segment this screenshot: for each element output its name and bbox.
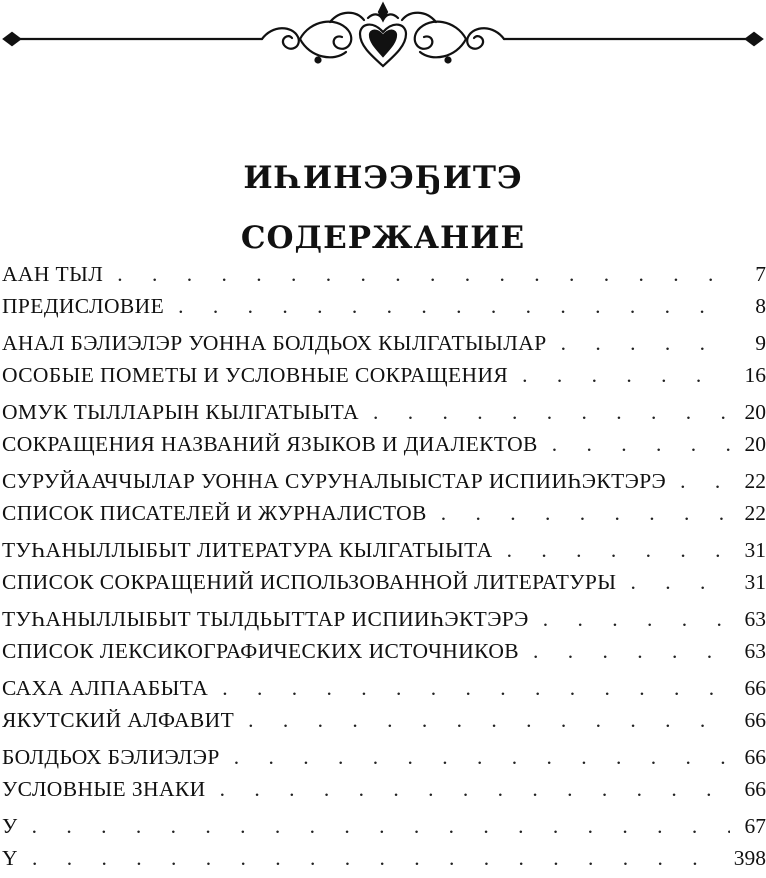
toc-entry[interactable]: [2, 676, 766, 708]
toc-entry[interactable]: [2, 331, 766, 363]
heading-block: [0, 148, 766, 268]
toc-entry[interactable]: [2, 745, 766, 777]
dot-leader: [533, 639, 730, 664]
dot-leader: [630, 570, 730, 595]
toc-entry-label: УСЛОВНЫЕ ЗНАКИ: [2, 777, 206, 801]
toc-entry[interactable]: [2, 363, 766, 395]
toc-entry[interactable]: [2, 294, 766, 326]
toc-entry[interactable]: [2, 469, 766, 501]
dot-leader: [220, 777, 730, 802]
toc-entry-label: Ү: [2, 846, 18, 870]
toc-entry-label: ТУҺАНЫЛЛЫБЫТ ТЫЛДЬЫТТАР ИСПИИҺЭКТЭРЭ: [2, 607, 529, 631]
dot-leader: [248, 708, 730, 733]
dot-leader: [178, 294, 730, 319]
toc-entry-page-number: 31: [744, 570, 766, 594]
toc-entry-label: ОМУК ТЫЛЛАРЫН КЫЛГАТЫЫТА: [2, 400, 359, 424]
toc-entry-page-number: 9: [755, 331, 766, 355]
toc-entry-page-number: 20: [744, 400, 766, 424]
toc-entry-page-number: 16: [744, 363, 766, 387]
toc-entry-page-number: 22: [744, 501, 766, 525]
toc-entry-page-number: 66: [744, 708, 766, 732]
toc-entry-label: ОСОБЫЕ ПОМЕТЫ И УСЛОВНЫЕ СОКРАЩЕНИЯ: [2, 363, 509, 387]
toc-entry[interactable]: [2, 846, 766, 878]
toc-entry-page-number: 22: [744, 469, 766, 493]
toc-entry[interactable]: [2, 607, 766, 639]
dot-leader: [222, 676, 730, 701]
toc-entry[interactable]: [2, 570, 766, 602]
toc-entry-page-number: 20: [744, 432, 766, 456]
dot-leader: [441, 501, 730, 526]
ornamental-header-divider-icon: [0, 0, 766, 80]
toc-entry-page-number: 63: [744, 607, 766, 631]
toc-entry[interactable]: [2, 432, 766, 464]
toc-entry-page-number: 66: [744, 676, 766, 700]
toc-entry-page-number: 8: [755, 294, 766, 318]
toc-entry-label: СПИСОК ЛЕКСИКОГРАФИЧЕСКИХ ИСТОЧНИКОВ: [2, 639, 520, 663]
toc-entry-label: ААН ТЫЛ: [2, 262, 104, 286]
toc-entry-page-number: 63: [744, 639, 766, 663]
toc-entry[interactable]: [2, 538, 766, 570]
toc-entry[interactable]: [2, 501, 766, 533]
dot-leader: [680, 469, 730, 494]
dot-leader: [32, 846, 726, 871]
dot-leader: [522, 363, 730, 388]
dot-leader: [32, 814, 730, 839]
toc-entry-label: ТУҺАНЫЛЛЫБЫТ ЛИТЕРАТУРА КЫЛГАТЫЫТА: [2, 538, 493, 562]
toc-entry-page-number: 66: [744, 777, 766, 801]
toc-entry-label: СПИСОК СОКРАЩЕНИЙ ИСПОЛЬЗОВАННОЙ ЛИТЕРАТУРЫ: [2, 570, 617, 594]
dot-leader: [543, 607, 730, 632]
toc-entry[interactable]: [2, 708, 766, 740]
toc-entry-label: САХА АЛПААБЫТА: [2, 676, 209, 700]
toc-entry-page-number: 67: [744, 814, 766, 838]
toc-entry-label: БОЛДЬОХ БЭЛИЭЛЭР: [2, 745, 220, 769]
dot-leader: [507, 538, 730, 563]
toc-entry-label: АНАЛ БЭЛИЭЛЭР УОННА БОЛДЬОХ КЫЛГАТЫЫЛАР: [2, 331, 547, 355]
toc-entry[interactable]: [2, 262, 766, 294]
toc-entry-page-number: 31: [744, 538, 766, 562]
sakha-title: ИҺИНЭЭҔИТЭ: [243, 160, 523, 196]
toc-entry-page-number: 66: [744, 745, 766, 769]
toc-entry-label: ЯКУТСКИЙ АЛФАВИТ: [2, 708, 235, 732]
toc-entry-label: СПИСОК ПИСАТЕЛЕЙ И ЖУРНАЛИСТОВ: [2, 501, 427, 525]
toc-entry[interactable]: [2, 400, 766, 432]
toc-entry-label: СОКРАЩЕНИЯ НАЗВАНИЙ ЯЗЫКОВ И ДИАЛЕКТОВ: [2, 432, 538, 456]
dot-leader: [117, 262, 730, 287]
dot-leader: [561, 331, 730, 356]
toc-entry-page-number: 398: [733, 846, 766, 870]
toc-entry-label: ПРЕДИСЛОВИЕ: [2, 294, 165, 318]
dot-leader: [373, 400, 730, 425]
dot-leader: [552, 432, 730, 457]
dot-leader: [234, 745, 730, 770]
toc-entry-page-number: 7: [755, 262, 766, 286]
russian-title: СОДЕРЖАНИЕ: [240, 220, 526, 256]
toc-entry[interactable]: [2, 777, 766, 809]
toc-entry-label: У: [2, 814, 18, 838]
toc-entry-label: СУРУЙААЧЧЫЛАР УОННА СУРУНАЛЫЫСТАР ИСПИИҺЭКТЭРЭ: [2, 469, 667, 493]
table-of-contents: [2, 262, 766, 878]
toc-entry[interactable]: [2, 639, 766, 671]
toc-entry[interactable]: [2, 814, 766, 846]
